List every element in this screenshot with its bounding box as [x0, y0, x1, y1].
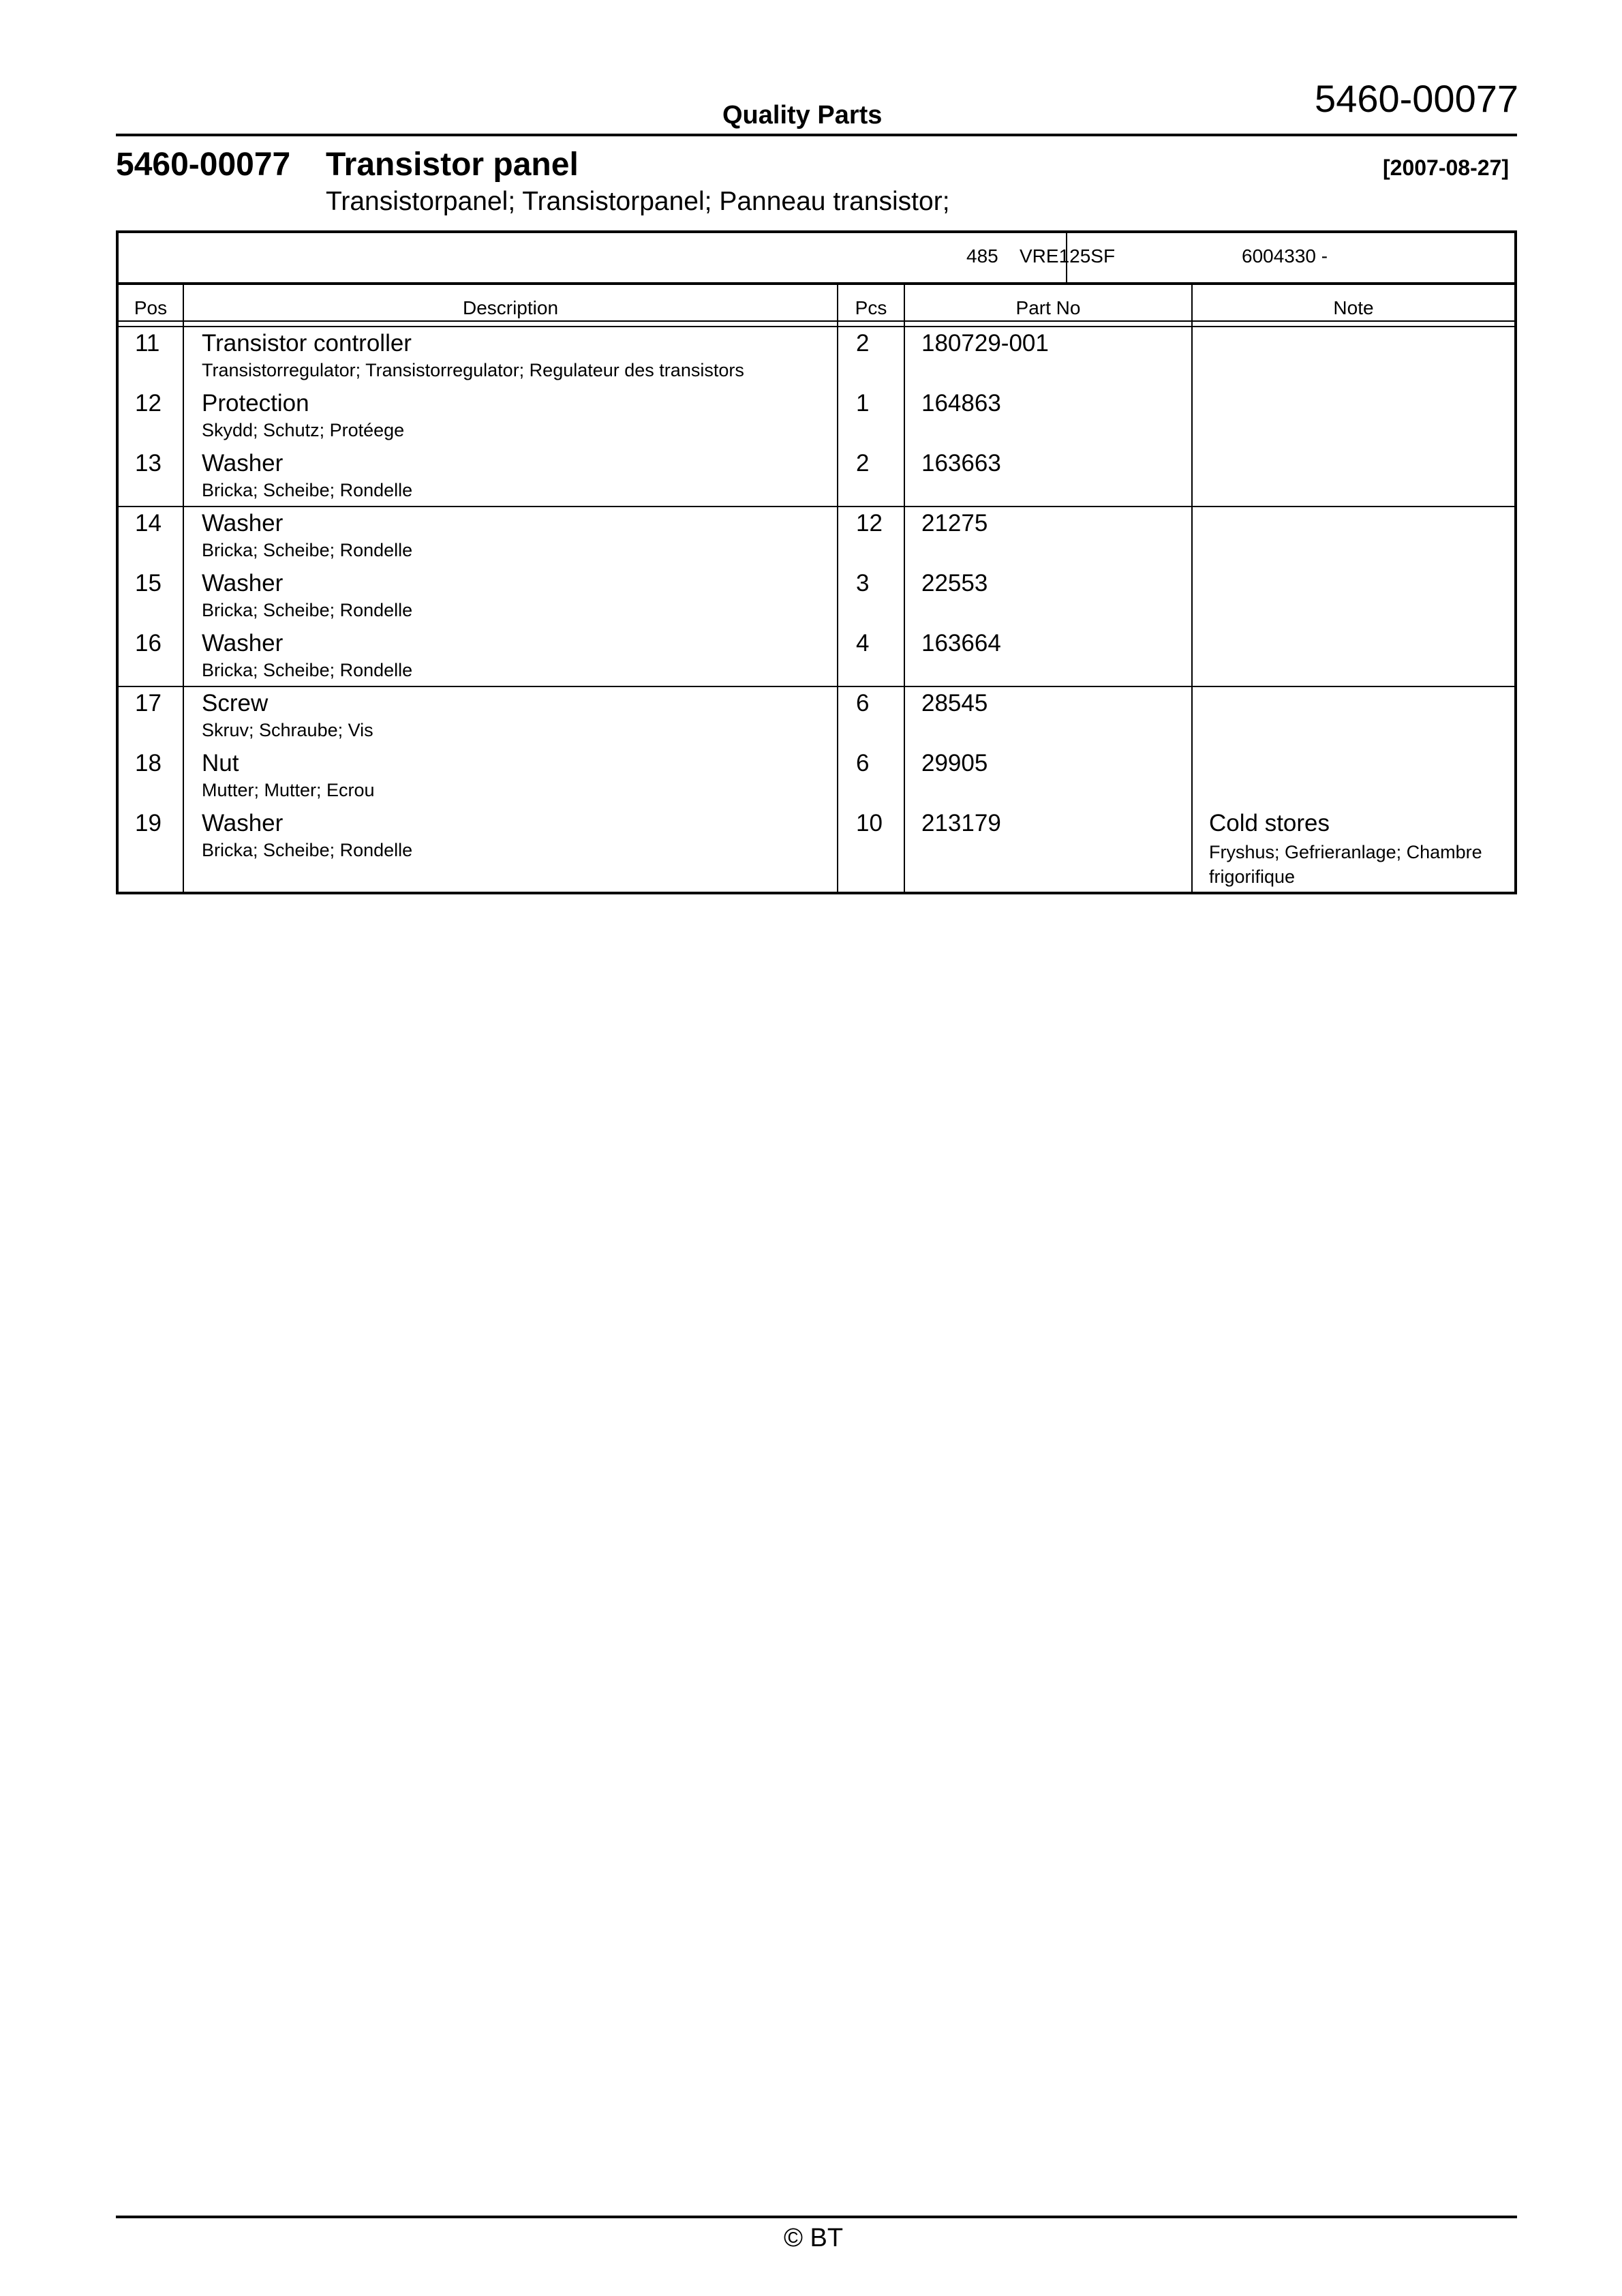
- row-part-no: 22553: [921, 570, 988, 596]
- model-info-box: [116, 230, 1517, 285]
- header-description: Description: [462, 297, 559, 318]
- table-row: [119, 750, 1514, 810]
- table-row: [119, 330, 1514, 390]
- row-part-no: 28545: [921, 690, 988, 716]
- row-pos: 12: [135, 390, 162, 417]
- model-serial: 6004330 -: [1242, 245, 1328, 267]
- group-separator: [119, 506, 1514, 507]
- row-translation: Bricka; Scheibe; Rondelle: [202, 480, 413, 500]
- row-description: Washer: [202, 450, 284, 477]
- row-description: Transistor controller: [202, 330, 412, 357]
- row-description: Nut: [202, 750, 239, 776]
- table-row: [119, 630, 1514, 690]
- row-pos: 18: [135, 750, 162, 776]
- row-description: Washer: [202, 630, 284, 656]
- row-pcs: 10: [856, 810, 883, 836]
- parts-table: [116, 285, 1517, 894]
- group-title: Transistor panel: [326, 147, 579, 183]
- row-description: Screw: [202, 690, 269, 716]
- row-translation: Skruv; Schraube; Vis: [202, 720, 373, 740]
- row-pos: 15: [135, 570, 162, 596]
- row-part-no: 163664: [921, 630, 1001, 656]
- group-date: [2007-08-27]: [1383, 155, 1509, 180]
- row-pcs: 2: [856, 330, 870, 357]
- row-translation: Bricka; Scheibe; Rondelle: [202, 600, 413, 620]
- document-number: 5460-00077: [1315, 77, 1518, 120]
- row-pcs: 4: [856, 630, 870, 656]
- group-translations: Transistorpanel; Transistorpanel; Panneau transistor;: [326, 187, 950, 216]
- table-row: [119, 690, 1514, 750]
- header-rule-bottom: [119, 326, 1514, 327]
- row-note: Cold stores: [1209, 810, 1330, 836]
- row-pos: 13: [135, 450, 162, 477]
- row-part-no: 29905: [921, 750, 988, 776]
- row-description: Protection: [202, 390, 309, 417]
- row-translation: Mutter; Mutter; Ecrou: [202, 780, 375, 800]
- row-pos: 19: [135, 810, 162, 836]
- footer-rule: [116, 2216, 1517, 2218]
- header-rule-top: [119, 320, 1514, 322]
- row-part-no: 213179: [921, 810, 1001, 836]
- header-part-no: Part No: [1015, 297, 1081, 318]
- row-pcs: 6: [856, 690, 870, 716]
- row-pos: 17: [135, 690, 162, 716]
- row-description: Washer: [202, 510, 284, 537]
- table-row: [119, 510, 1514, 570]
- row-part-no: 163663: [921, 450, 1001, 477]
- table-row: [119, 450, 1514, 510]
- row-part-no: 21275: [921, 510, 988, 537]
- copyright: © BT: [784, 2224, 844, 2252]
- row-note-translation: Fryshus; Gefrieranlage; Chambre frigorifique: [1209, 842, 1482, 887]
- header-pos: Pos: [134, 297, 168, 318]
- row-pos: 16: [135, 630, 162, 656]
- group-code: 5460-00077: [116, 147, 291, 183]
- row-description: Washer: [202, 810, 284, 836]
- header-note: Note: [1333, 297, 1374, 318]
- table-row: [119, 390, 1514, 450]
- row-pcs: 2: [856, 450, 870, 477]
- table-row: [119, 570, 1514, 630]
- row-translation: Transistorregulator; Transistorregulator; Regulateur des transistors: [202, 360, 744, 380]
- row-pos: 14: [135, 510, 162, 537]
- group-separator: [119, 686, 1514, 687]
- row-pcs: 6: [856, 750, 870, 776]
- row-pcs: 12: [856, 510, 883, 537]
- row-pcs: 1: [856, 390, 870, 417]
- row-pos: 11: [135, 330, 160, 357]
- table-row: [119, 810, 1514, 892]
- model-name: VRE125SF: [1020, 245, 1116, 267]
- row-translation: Bricka; Scheibe; Rondelle: [202, 660, 413, 680]
- document-title: Quality Parts: [722, 101, 883, 130]
- header-rule: [116, 134, 1517, 136]
- row-translation: Bricka; Scheibe; Rondelle: [202, 840, 413, 860]
- row-translation: Bricka; Scheibe; Rondelle: [202, 540, 413, 560]
- row-translation: Skydd; Schutz; Protéege: [202, 420, 405, 440]
- row-part-no: 164863: [921, 390, 1001, 417]
- row-description: Washer: [202, 570, 284, 596]
- row-part-no: 180729-001: [921, 330, 1049, 357]
- row-pcs: 3: [856, 570, 870, 596]
- header-pcs: Pcs: [855, 297, 887, 318]
- model-code: 485: [966, 245, 998, 267]
